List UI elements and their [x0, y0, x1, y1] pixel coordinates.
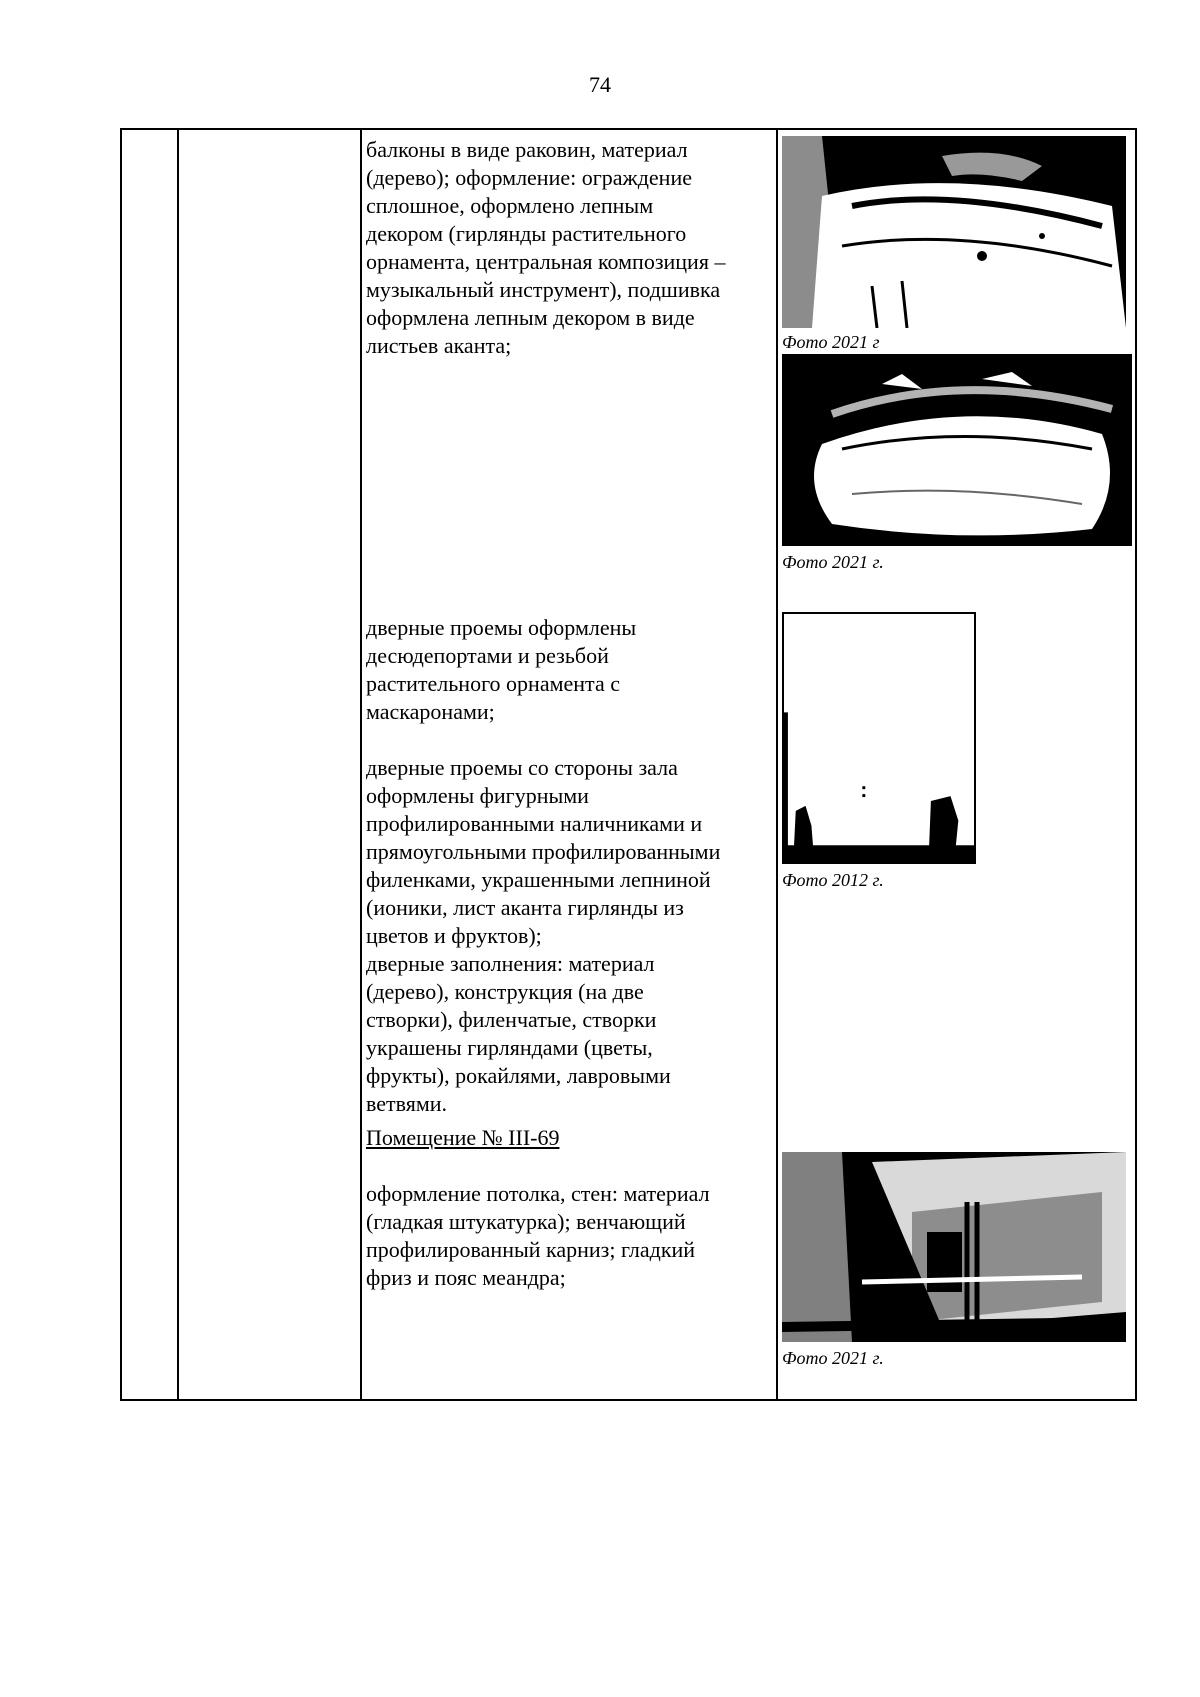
- room-heading: Помещение № III-69: [366, 1125, 560, 1150]
- photo-caption: Фото 2021 г: [782, 332, 880, 352]
- ceiling-description: оформление потолка, стен: материал (гладкая штукатурка); венчающий профилированный карниз; гладкий фриз и пояс меандра;: [366, 1181, 710, 1290]
- door-openings-description: дверные проемы оформлены десюдепортами и резьбой растительного орнамента с маскаронами;: [366, 615, 637, 724]
- photo-caption: Фото 2012 г.: [782, 870, 884, 890]
- balcony-photo-1: [782, 136, 1126, 328]
- page-number: 74: [589, 72, 611, 97]
- column-divider: [177, 130, 179, 1399]
- photo-caption: Фото 2021 г.: [782, 552, 884, 572]
- column-divider: [776, 130, 778, 1399]
- door-openings-hall-description: дверные проемы со стороны зала оформлены фигурными профилированными наличниками и прямоугольными профилированными филенками, украшенными лепниной (ионики, лист аканта гирлянды из цветов и фруктов); дверные заполнения: материал (дерево), конструкция (на две створки), филенчатые, створки украшены гирляндами (цветы, фрукты), рокайлями, лавровыми ветвями.: [366, 755, 721, 1116]
- room-photo: [782, 1152, 1126, 1342]
- doorway-photo: [782, 612, 976, 864]
- balcony-photo-2: [782, 354, 1132, 546]
- balconies-description: балконы в виде раковин, материал (дерево); оформление: ограждение сплошное, оформлено лепным декором (гирлянды растительного орнамента, центральная композиция – музыкальный инструмент), подшивка оформлена лепным декором в виде листьев аканта;: [366, 137, 726, 358]
- column-divider: [360, 130, 362, 1399]
- photo-caption: Фото 2021 г.: [782, 1348, 884, 1368]
